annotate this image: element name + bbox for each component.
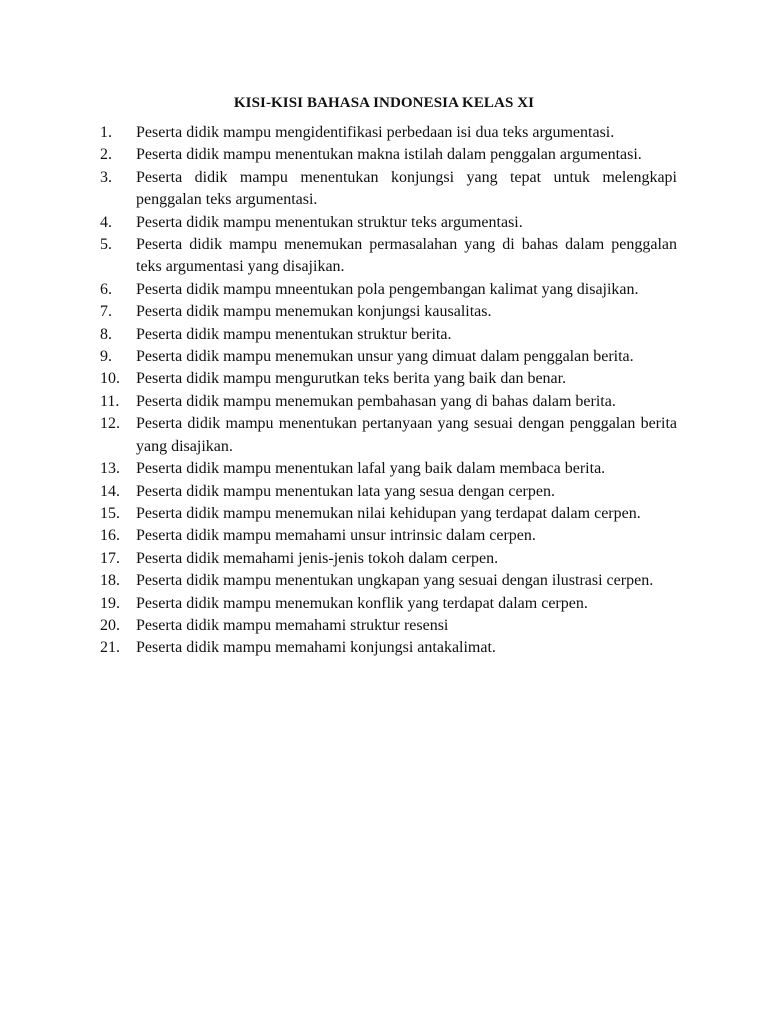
list-item (100, 324, 677, 346)
list-item-number: 10. (100, 370, 120, 388)
list-item-text: Peserta didik mampu menentukan ungkapan yang sesuai dengan ilustrasi cerpen. (136, 572, 654, 590)
list-item (100, 346, 677, 368)
list-item-number: 18. (100, 572, 120, 590)
list-item (100, 570, 677, 592)
list-item (100, 637, 677, 659)
list-item (100, 481, 677, 503)
list-item-number: 4. (100, 213, 112, 231)
list-item-number: 5. (100, 236, 112, 254)
list-item-number: 19. (100, 594, 120, 612)
list-item-number: 17. (100, 549, 120, 567)
list-item-text: Peserta didik mampu menentukan lata yang sesua dengan cerpen. (136, 482, 555, 500)
list-item-text: Peserta didik mampu menemukan konjungsi kausalitas. (136, 303, 492, 321)
list-item (100, 368, 677, 390)
list-item-number: 21. (100, 639, 120, 657)
list-item-text: Peserta didik mampu menentukan makna istilah dalam penggalan argumentasi. (136, 146, 642, 164)
list-item-number: 12. (100, 415, 120, 433)
list-item (100, 548, 677, 570)
list-item (100, 615, 677, 637)
list-item-text: Peserta didik mampu menemukan unsur yang dimuat dalam penggalan berita. (136, 348, 634, 366)
list-item-number: 15. (100, 504, 120, 522)
list-item (100, 167, 677, 212)
list-item (100, 458, 677, 480)
document-title: KISI-KISI BAHASA INDONESIA KELAS XI (233, 95, 535, 111)
list-item-text: Peserta didik mampu mneentukan pola pengembangan kalimat yang disajikan. (136, 280, 639, 298)
list-item (100, 503, 677, 525)
list-item-number: 11. (100, 392, 120, 410)
list-item-text: Peserta didik mampu menemukan permasalahan yang di bahas dalam penggalan teks argumentasi yang disajikan. (136, 236, 677, 276)
list-item-text: Peserta didik mampu memahami konjungsi antakalimat. (136, 639, 496, 657)
list-item (100, 212, 677, 234)
list-item-text: Peserta didik memahami jenis-jenis tokoh dalam cerpen. (136, 549, 499, 567)
indicator-list (100, 122, 677, 660)
list-item-number: 16. (100, 527, 120, 545)
list-item-number: 20. (100, 616, 120, 634)
list-item-number: 9. (100, 348, 112, 366)
list-item-text: Peserta didik mampu menemukan pembahasan yang di bahas dalam berita. (136, 392, 616, 410)
list-item-number: 13. (100, 460, 120, 478)
list-item-text: Peserta didik mampu mengurutkan teks berita yang baik dan benar. (136, 370, 567, 388)
list-item (100, 301, 677, 323)
list-item-text: Peserta didik mampu menentukan lafal yang baik dalam membaca berita. (136, 460, 606, 478)
list-item-number: 14. (100, 482, 120, 500)
list-item (100, 525, 677, 547)
list-item (100, 122, 677, 144)
list-item-number: 8. (100, 325, 112, 343)
list-item-number: 3. (100, 168, 112, 186)
list-item (100, 391, 677, 413)
list-item-text: Peserta didik mampu menentukan pertanyaan yang sesuai dengan penggalan berita yang disajikan. (136, 415, 677, 455)
list-item-number: 6. (100, 280, 112, 298)
list-item-text: Peserta didik mampu menemukan konflik yang terdapat dalam cerpen. (136, 594, 588, 612)
list-item-number: 1. (100, 124, 112, 141)
list-item-number: 7. (100, 303, 112, 321)
list-item-text: Peserta didik mampu memahami unsur intrinsic dalam cerpen. (136, 527, 536, 545)
list-item (100, 413, 677, 458)
list-item-text: Peserta didik mampu menentukan struktur berita. (136, 325, 452, 343)
list-item (100, 234, 677, 279)
list-item-text: Peserta didik mampu menemukan nilai kehidupan yang terdapat dalam cerpen. (136, 504, 641, 522)
list-item (100, 144, 677, 166)
list-item (100, 593, 677, 615)
list-item-number: 2. (100, 146, 112, 164)
list-item-text: Peserta didik mampu mengidentifikasi perbedaan isi dua teks argumentasi. (136, 124, 615, 141)
list-item-text: Peserta didik mampu memahami struktur resensi (136, 616, 449, 634)
list-item-text: Peserta didik mampu menentukan konjungsi yang tepat untuk melengkapi penggalan teks argumentasi. (136, 168, 677, 209)
list-item-text: Peserta didik mampu menentukan struktur teks argumentasi. (136, 213, 523, 231)
list-item (100, 279, 677, 301)
